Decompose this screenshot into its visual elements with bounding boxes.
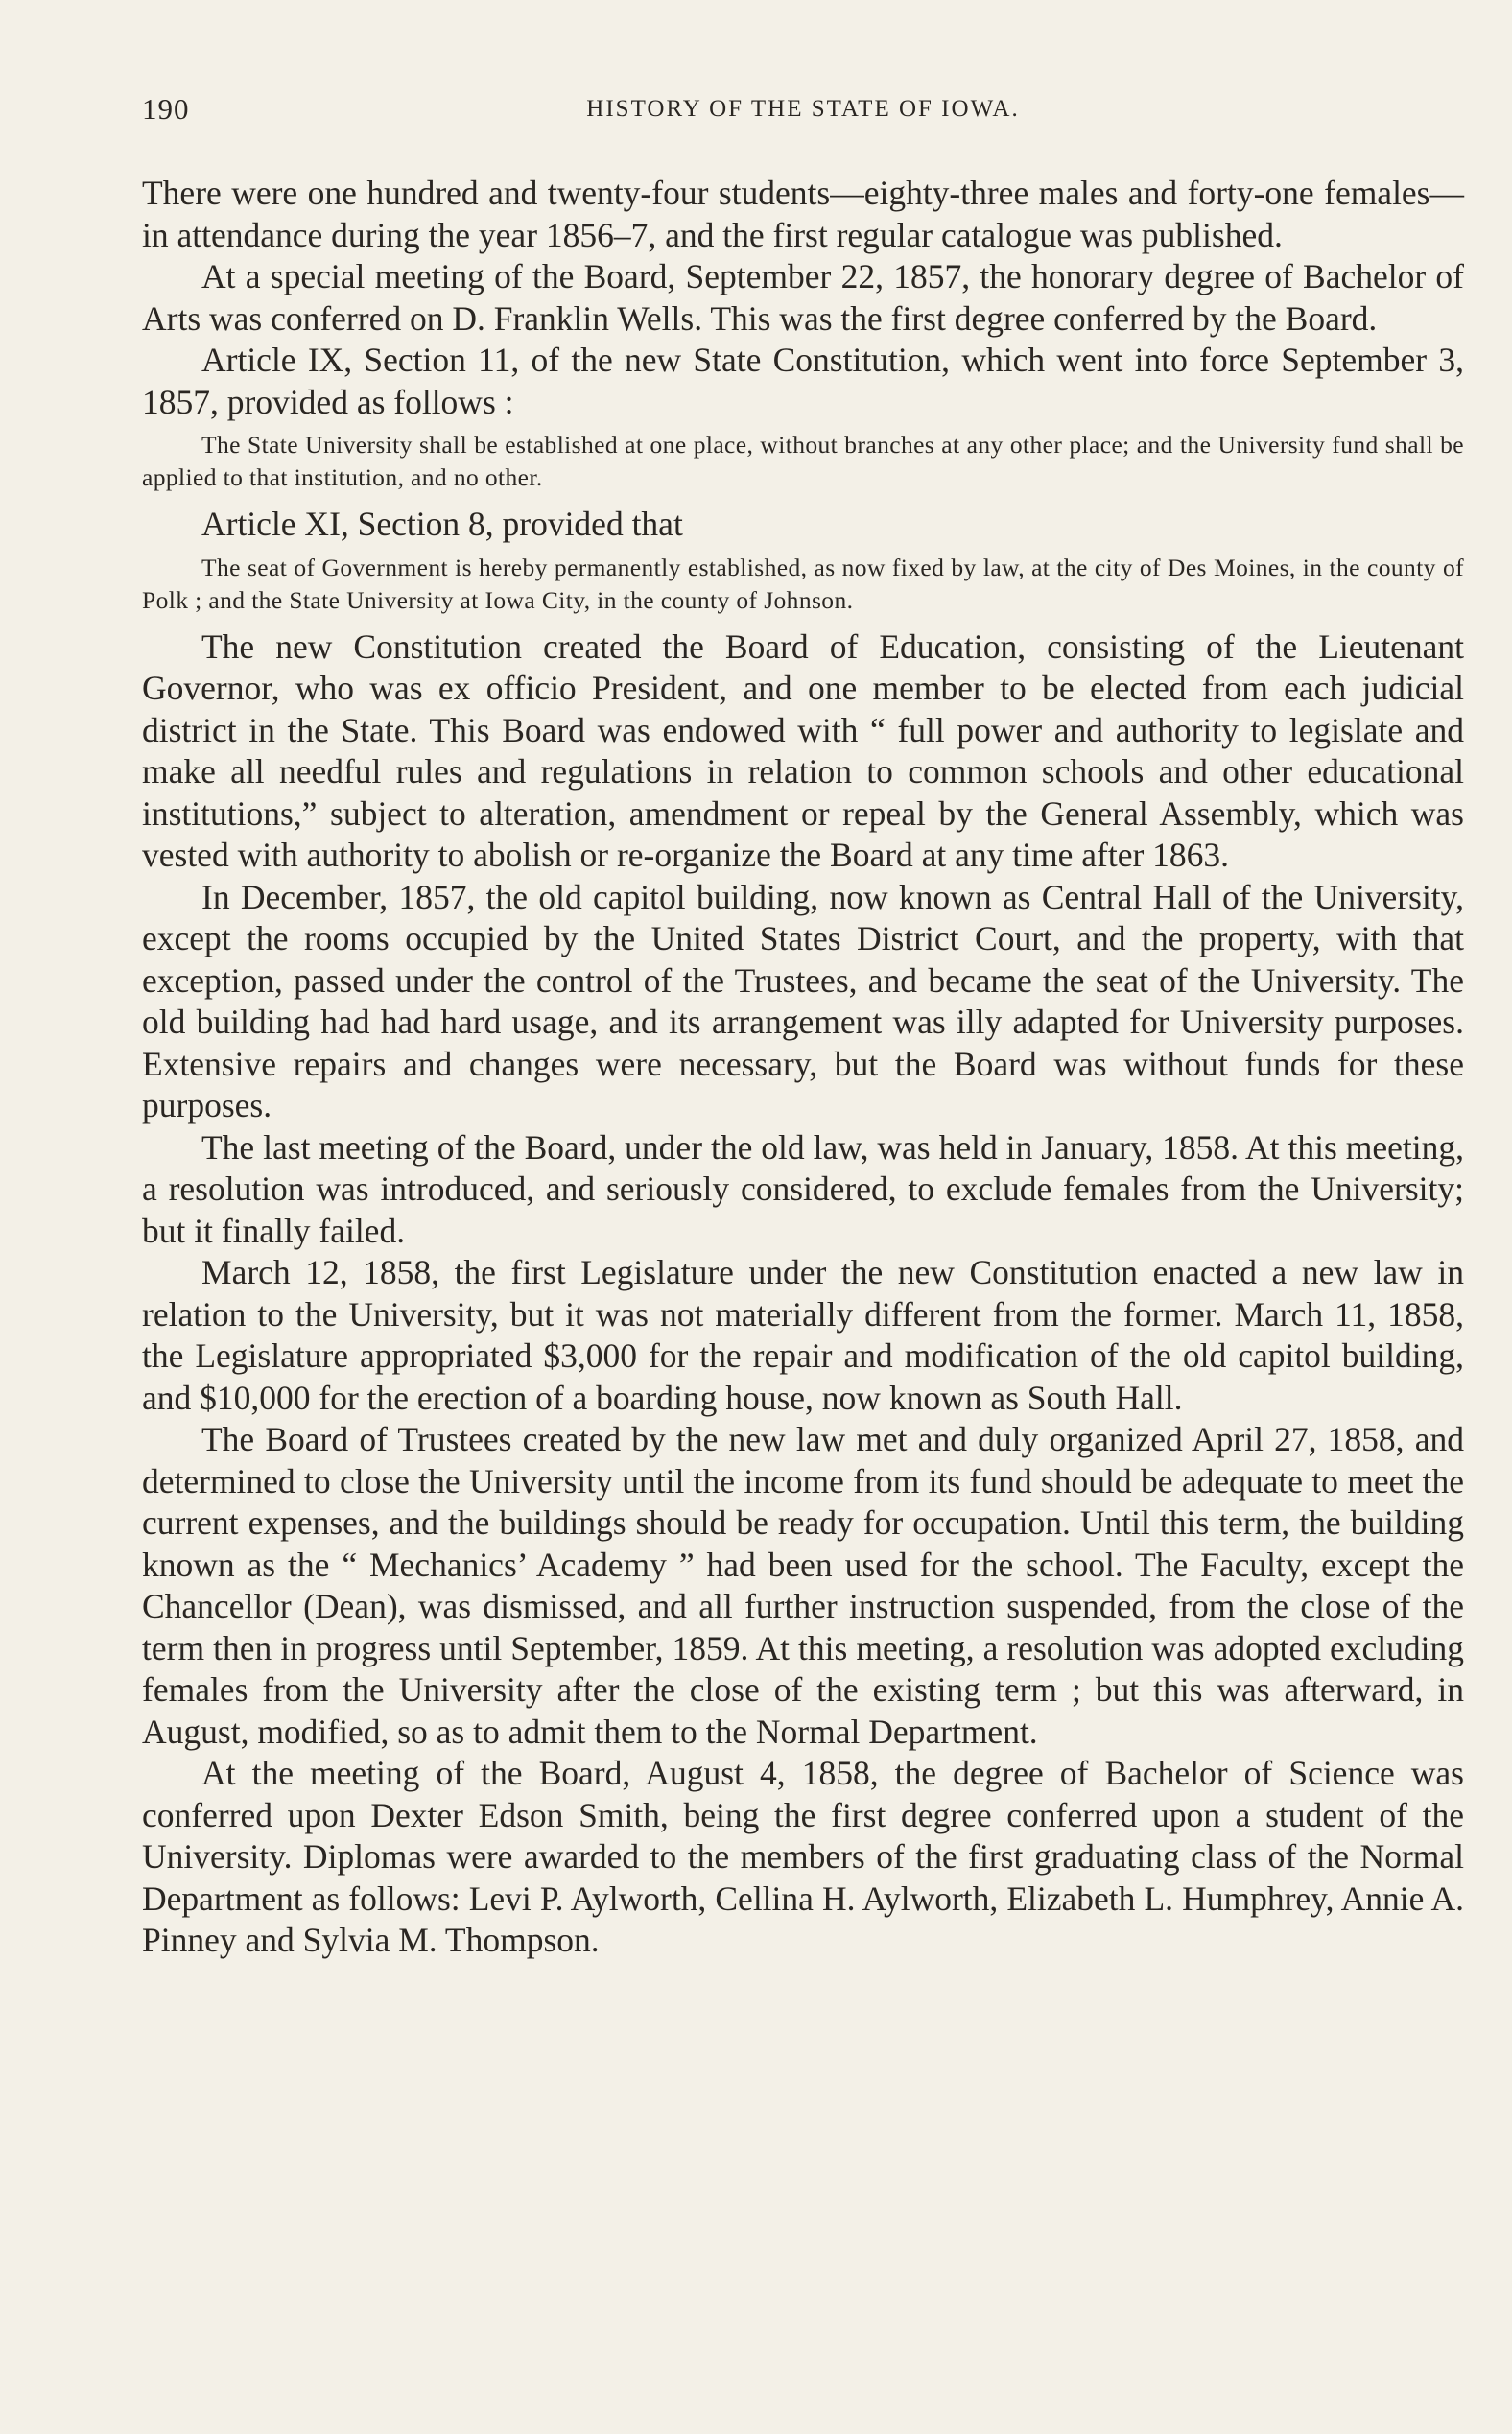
block-quote: The seat of Government is hereby permanently established, as now fixed by law, at the city of Des Moines, in the county of Polk ; and the State University at Iowa City, in the county of Johnson. (142, 553, 1464, 614)
paragraph: In December, 1857, the old capitol building, now known as Central Hall of the University, except the rooms occupied by the United States District Court, and the property, with that exception, passed under the control of the Trustees, and became the seat of the University. The old building had had hard usage, and its arrangement was illy adapted for University purposes. Extensive repairs and changes were necessary, but the Board was without funds for these purposes. (142, 877, 1464, 1124)
paragraph: The last meeting of the Board, under the old law, was held in January, 1858. At this meeting, a resolution was introduced, and seriously considered, to exclude females from the University; but it finally failed. (142, 1127, 1464, 1250)
block-quote: The State University shall be established at one place, without branches at any other place; and the University fund shall be applied to that institution, and no other. (142, 431, 1464, 491)
paragraph: At the meeting of the Board, August 4, 1858, the degree of Bachelor of Science was conferred upon Dexter Edson Smith, being the first degree conferred upon a student of the University. Diplomas were awarded to the members of the first graduating class of the Normal Department as follows: Levi P. Aylworth, Cellina H. Aylworth, Elizabeth L. Humphrey, Annie A. Pinney and Sylvia M. Thompson. (142, 1754, 1464, 1959)
paragraph: Article IX, Section 11, of the new State Constitution, which went into force September 3, 1857, provided as follows : (142, 341, 1464, 421)
page-number: 190 (142, 92, 190, 126)
paragraph: Article XI, Section 8, provided that (201, 505, 683, 543)
paragraph: The Board of Trustees created by the new law met and duly organized April 27, 1858, and determined to close the University until the income from its fund should be adequate to meet the current expenses, and the buildings should be ready for occupation. Until this term, the building known as the “ Mechanics’ Academy ” had been used for the school. The Faculty, except the Chancellor (Dean), was dismissed, and all further instruction suspended, from the close of the term then in progress until September, 1859. At this meeting, a resolution was adopted excluding females from the University after the close of the existing term ; but this was afterward, in August, modified, so as to admit them to the Normal Department. (142, 1420, 1464, 1751)
page-header (142, 92, 1464, 134)
running-head: HISTORY OF THE STATE OF IOWA. (586, 96, 1020, 122)
paragraph: At a special meeting of the Board, September 22, 1857, the honorary degree of Bachelor of Arts was conferred on D. Franklin Wells. This was the first degree conferred by the Board. (142, 257, 1464, 338)
paragraph: There were one hundred and twenty-four students—eighty-three males and forty-one females—in attendance during the year 1856–7, and the first regular catalogue was published. (142, 174, 1464, 254)
body-text (142, 173, 1464, 1962)
paragraph: The new Constitution created the Board of Education, consisting of the Lieutenant Governor, who was ex officio President, and one member to be elected from each judicial district in the State. This Board was endowed with “ full power and authority to legislate and make all needful rules and regulations in relation to common schools and other educational institutions,” subject to alteration, amendment or repeal by the General Assembly, which was vested with authority to abolish or re-organize the Board at any time after 1863. (142, 626, 1464, 874)
paragraph: March 12, 1858, the first Legislature under the new Constitution enacted a new law in relation to the University, but it was not materially different from the former. March 11, 1858, the Legislature appropriated $3,000 for the repair and modification of the old capitol building, and $10,000 for the erection of a boarding house, now known as South Hall. (142, 1253, 1464, 1417)
